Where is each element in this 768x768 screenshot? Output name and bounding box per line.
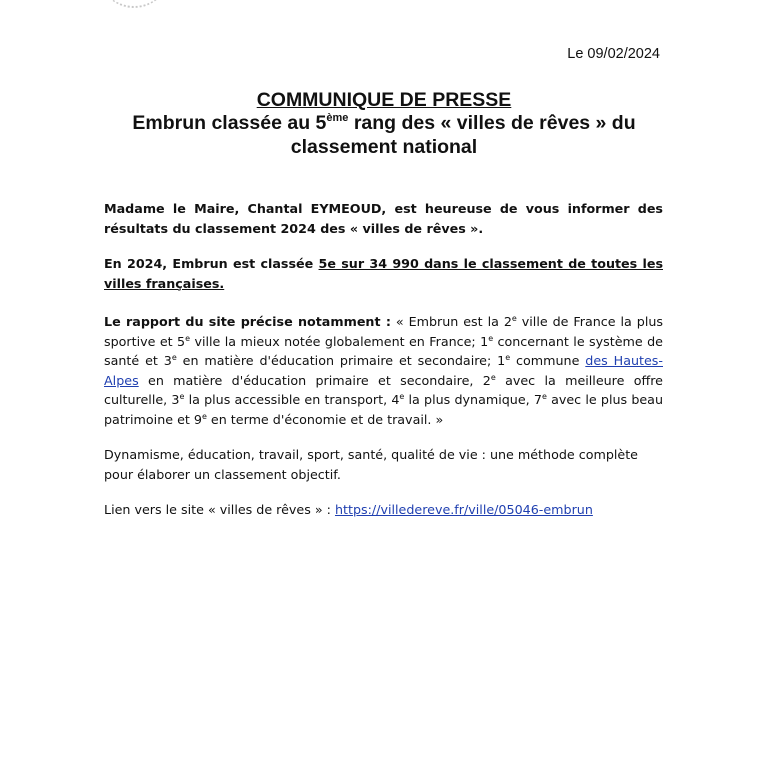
document-title: COMMUNIQUE DE PRESSE bbox=[256, 89, 512, 111]
method-paragraph: Dynamisme, éducation, travail, sport, santé, qualité de vie : une méthode complète pour élaborer un classement objectif. bbox=[104, 447, 638, 482]
ranking-paragraph: En 2024, Embrun est classée 5e sur 34 990 dans le classement de toutes les villes françaises. bbox=[104, 256, 663, 291]
ranking-highlight: 5e sur 34 990 dans le classement de toutes les villes françaises. bbox=[104, 256, 663, 291]
intro-paragraph: Madame le Maire, Chantal EYMEOUD, est heureuse de vous informer des résultats du classement 2024 des « villes de rêves ». bbox=[104, 201, 663, 236]
hautes-alpes-link[interactable]: des Hautes-Alpes bbox=[104, 353, 663, 388]
document-date: Le 09/02/2024 bbox=[567, 46, 660, 62]
report-label: Le rapport du site précise notamment : bbox=[104, 314, 391, 329]
seal-mark bbox=[98, 0, 170, 8]
report-paragraph: Le rapport du site précise notamment : « Embrun est la 2e ville de France la plus sportive et 5e ville la mieux notée globalement en France; 1e concernant le système de santé et 3e en matière d'éducation primaire et secondaire; 1e commune des Hautes-Alpes en matière d'éducation primaire et secondaire, 2e avec la meilleure offre culturelle, 3e la plus accessible en transport, 4e la plus dynamique, 7e avec le plus beau patrimoine et 9e en terme d'économie et de travail. » bbox=[104, 314, 663, 427]
link-paragraph: Lien vers le site « villes de rêves » : https://villedereve.fr/ville/05046-embrun bbox=[104, 502, 593, 517]
villedereve-link[interactable]: https://villedereve.fr/ville/05046-embrun bbox=[334, 502, 593, 517]
document-subtitle: Embrun classée au 5ème rang des « villes de rêves » du classement national bbox=[132, 112, 636, 158]
